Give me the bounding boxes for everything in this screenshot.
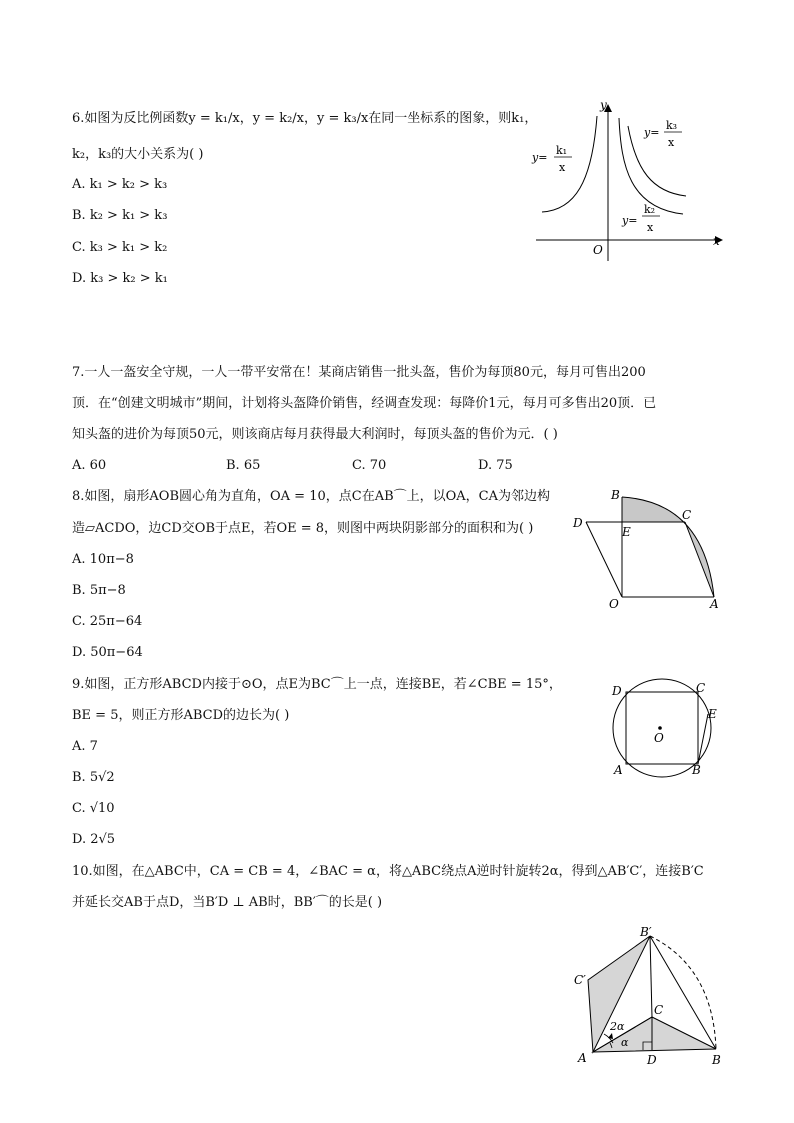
- label-C: C: [696, 681, 706, 695]
- q6-option-a: A. k₁ > k₂ > k₃: [72, 177, 168, 192]
- q7-line1: 7.一人一盔安全守规，一人一带平安常在！某商店销售一批头盔，售价为每顶80元，每月可售出200: [72, 365, 646, 380]
- q7-option-c: C. 70: [352, 458, 387, 473]
- angle-label-2a: 2α: [610, 1020, 625, 1033]
- q8-line2: 造▱ACDO，边CD交OB于点E，若OE = 8，则图中两块阴影部分的面积和为( ): [72, 521, 534, 536]
- label-D: D: [647, 1053, 657, 1067]
- q6-line2: k₂，k₃的大小关系为( ): [72, 147, 204, 162]
- label-A: A: [710, 597, 719, 611]
- q7-option-a: A. 60: [72, 458, 107, 473]
- curve1-denominator: x: [559, 161, 566, 174]
- square-ABCD: [626, 692, 698, 764]
- curve-k1: [542, 116, 597, 212]
- label-O: O: [654, 731, 664, 745]
- q7-line2: 顶．在“创建文明城市”期间，计划将头盔降价销售，经调查发现：每降价1元，每月可多售出20顶．已: [72, 396, 657, 411]
- q9-option-d: D. 2√5: [72, 832, 116, 847]
- q9-line1: 9.如图，正方形ABCD内接于⊙O，点E为BC⌒上一点，连接BE，若∠CBE = 15°，: [72, 677, 562, 692]
- q8-option-c: C. 25π−64: [72, 614, 143, 629]
- q6-line1: 6.如图为反比例函数y = k₁/x，y = k₂/x，y = k₃/x在同一坐标系的图象，则k₁，: [72, 111, 538, 126]
- label-A: A: [614, 763, 623, 777]
- curve3-eq-label: y=: [644, 126, 660, 139]
- q6-option-d: D. k₃ > k₂ > k₁: [72, 271, 168, 286]
- label-C-prime: C′: [574, 973, 586, 987]
- curve3-denominator: x: [668, 136, 675, 149]
- center-dot: [658, 726, 662, 730]
- label-O: O: [609, 597, 619, 611]
- segment-BE: [698, 714, 708, 764]
- q10-line2: 并延长交AB于点D，当B′D ⊥ AB时，BB′⌒的长是( ): [72, 895, 383, 910]
- x-axis-label: x: [713, 234, 720, 248]
- q7-line3: 知头盔的进价为每顶50元，则该商店每月获得最大利润时，每顶头盔的售价为元．( ): [72, 427, 558, 442]
- label-D: D: [573, 516, 583, 530]
- q6-option-b: B. k₂ > k₁ > k₃: [72, 208, 168, 223]
- q9-line2: BE = 5，则正方形ABCD的边长为( ): [72, 708, 290, 723]
- label-D: D: [612, 684, 622, 698]
- curve1-numerator: k₁: [556, 144, 568, 157]
- q6-figure-hyperbolas: [520, 96, 730, 261]
- label-E: E: [622, 525, 631, 539]
- q10-figure-rotation: [568, 922, 738, 1072]
- q8-option-d: D. 50π−64: [72, 645, 143, 660]
- label-C: C: [654, 1003, 664, 1017]
- label-B: B: [712, 1053, 721, 1067]
- q8-line1: 8.如图，扇形AOB圆心角为直角，OA = 10，点C在AB⌒上，以OA，CA为邻边构: [72, 489, 551, 504]
- label-B-prime: B′: [640, 925, 652, 939]
- q10-line1: 10.如图，在△ABC中，CA = CB = 4，∠BAC = α，将△ABC绕点A逆时针旋转2α，得到△AB′C′，连接B′C: [72, 864, 704, 879]
- label-B: B: [692, 763, 701, 777]
- angle-label-a: α: [621, 1036, 629, 1049]
- origin-label: O: [593, 243, 603, 257]
- q7-option-d: D. 75: [478, 458, 513, 473]
- q7-option-b: B. 65: [226, 458, 261, 473]
- rotation-arrow: [608, 1033, 613, 1039]
- q8-option-a: A. 10π−8: [72, 552, 134, 567]
- curve3-numerator: k₃: [666, 119, 678, 132]
- y-axis-label: y: [600, 98, 607, 112]
- label-C: C: [682, 508, 692, 522]
- q8-option-b: B. 5π−8: [72, 583, 126, 598]
- q9-option-b: B. 5√2: [72, 770, 115, 785]
- q9-option-a: A. 7: [72, 739, 98, 754]
- curve1-eq-label: y=: [532, 151, 548, 164]
- curve2-numerator: k₂: [644, 203, 656, 216]
- curve2-eq-label: y=: [622, 214, 638, 227]
- q8-figure-sector: [568, 486, 728, 616]
- label-A: A: [578, 1051, 587, 1065]
- shaded-region-top: [622, 497, 685, 522]
- q6-option-c: C. k₃ > k₁ > k₂: [72, 240, 168, 255]
- q9-figure-circle-square: [604, 678, 728, 782]
- curve2-denominator: x: [647, 221, 654, 234]
- label-B: B: [611, 488, 620, 502]
- label-E: E: [708, 707, 717, 721]
- q9-option-c: C. √10: [72, 801, 115, 816]
